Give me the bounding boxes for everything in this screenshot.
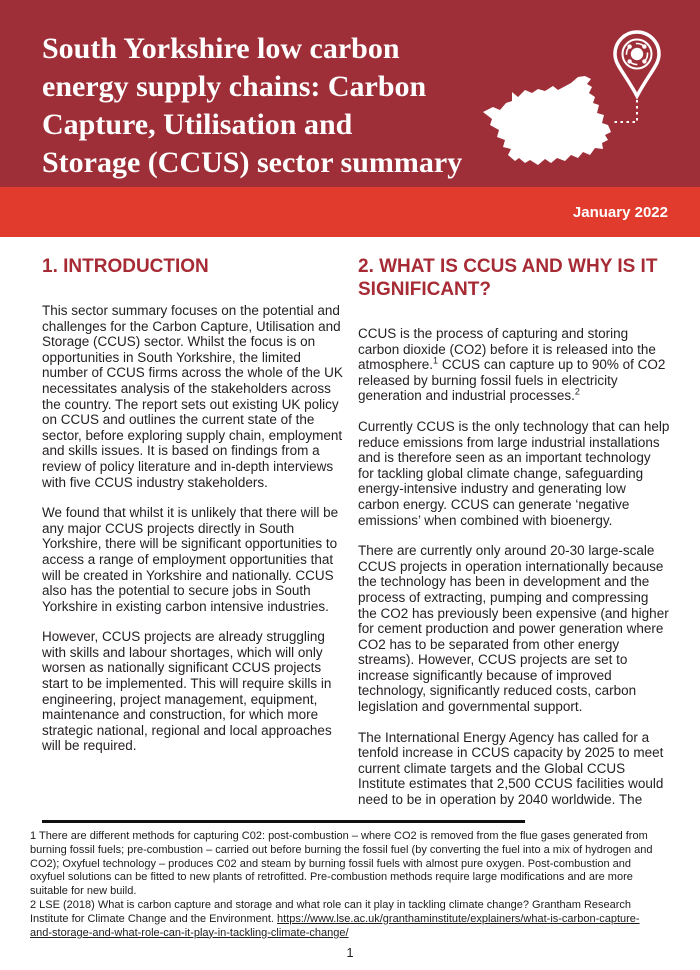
- location-pin-icon: [615, 32, 659, 96]
- footnote-ref-1: 1: [433, 355, 439, 366]
- page-number: 1: [346, 945, 354, 960]
- south-yorkshire-map-icon: [483, 76, 611, 165]
- ccus-paragraph-1-text-a: CCUS is the process of capturing and storing carbon dioxide (CO2) before it is released into the atmosphere.: [358, 326, 656, 373]
- column-introduction: [42, 255, 344, 823]
- publication-date: January 2022: [572, 203, 668, 221]
- intro-paragraph-2: We found that whilst it is unlikely that there will be any major CCUS projects directly in South Yorkshire, there will be significant opportunities to access a range of employment opportunities that will be created in Yorkshire and nationally. CCUS also has the potential to secure jobs in South Yorkshire in existing carbon intensive industries.: [42, 505, 339, 614]
- ccus-paragraph-1: [358, 326, 670, 404]
- report-header: [0, 0, 700, 187]
- intro-paragraph-3: However, CCUS projects are already struggling with skills and labour shortages, which will only worsen as nationally significant CCUS projects start to be implemented. This will require skills in engineering, project management, equipment, maintenance and construction, for which more strategic national, regional and local approaches will be required.: [42, 629, 332, 754]
- page-title: [42, 30, 462, 182]
- ccus-paragraph-3: There are currently only around 20-30 large-scale CCUS projects in operation internationally because the technology has been in development and the process of extracting, pumping and compressing the CO2 has previously been expensive (and higher for cement production and power generation where CO2 has to be separated from other energy streams). However, CCUS projects are set to increase significantly because of improved technology, significantly reduced costs, carbon legislation and governmental support.: [358, 543, 669, 715]
- footnote-ref-2: 2: [574, 386, 580, 397]
- column-what-is-ccus: [358, 255, 670, 823]
- title-line-1: South Yorkshire low carbon: [42, 32, 400, 65]
- section-heading-what-is-ccus: 2. WHAT IS CCUS AND WHY IS IT SIGNIFICANT?: [358, 256, 658, 300]
- footnote-separator-rule: [42, 820, 525, 823]
- ccus-paragraph-4: The International Energy Agency has called for a tenfold increase in CCUS capacity by 2025 to meet current climate targets and the Global CCUS Institute estimates that 2,500 CCUS facilities would need to be in operation by 2040 worldwide. The: [358, 729, 664, 808]
- ccus-paragraph-2: Currently CCUS is the only technology that can help reduce emissions from large industrial installations and is therefore seen as an important technology for tackling global climate change, safeguarding energy-intensive industry and generating low carbon energy. CCUS can generate ‘negative emissions’ when combined with bioenergy.: [358, 418, 670, 528]
- title-line-3: Capture, Utilisation and: [42, 108, 353, 141]
- dotted-connector-line: [611, 100, 637, 122]
- footnote-1: 1 There are different methods for capturing C02: post-combustion – where CO2 is removed from the flue gases generated from burning fossil fuels; pre-combustion – carried out before burning the fossil fuel (by converting the fuel into a mix of hydrogen and CO2); Oxyfuel technology – produces C02 and steam by burning fossil fuels with almost pure oxygen. Post-combustion and oxyfuel solutions can be fitted to new plants of retrofitted. Pre-combustion methods require large modifications and are more suitable for new build.: [30, 830, 653, 898]
- title-line-2: energy supply chains: Carbon: [42, 70, 427, 103]
- section-heading-introduction: 1. INTRODUCTION: [42, 256, 209, 277]
- footnote-2: [30, 899, 655, 940]
- ccus-paragraph-1-text-b: CCUS can capture up to 90% of CO2 released by burning fossil fuels in electricity generation and industrial processes.: [358, 357, 666, 404]
- footnote-2-link[interactable]: https://www.lse.ac.uk/granthaminstitute/explainers/what-is-carbon-capture-and-storage-and-what-role-can-it-play-in-tackling-climate-change/: [30, 912, 640, 939]
- footnotes-section: [30, 820, 670, 940]
- date-band: [0, 187, 700, 237]
- intro-paragraph-1: This sector summary focuses on the potential and challenges for the Carbon Capture, Utilisation and Storage (CCUS) sector. Whilst the focus is on opportunities in South Yorkshire, the limited number of CCUS firms across the whole of the UK necessitates analysis of the stakeholders across the country. The report sets out existing UK policy on CCUS and outlines the current state of the sector, before exploring supply chain, employment and skills issues. It is based on findings from a review of policy literature and in-depth interviews with five CCUS industry stakeholders.: [42, 303, 343, 490]
- header-artwork: [470, 18, 695, 183]
- footnote-2-text: 2 LSE (2018) What is carbon capture and storage and what role can it play in tackling climate change? Grantham Research Institute for Climate Change and the Environment.: [30, 898, 632, 925]
- page-content: [0, 237, 700, 823]
- title-line-4: Storage (CCUS) sector summary: [42, 146, 463, 179]
